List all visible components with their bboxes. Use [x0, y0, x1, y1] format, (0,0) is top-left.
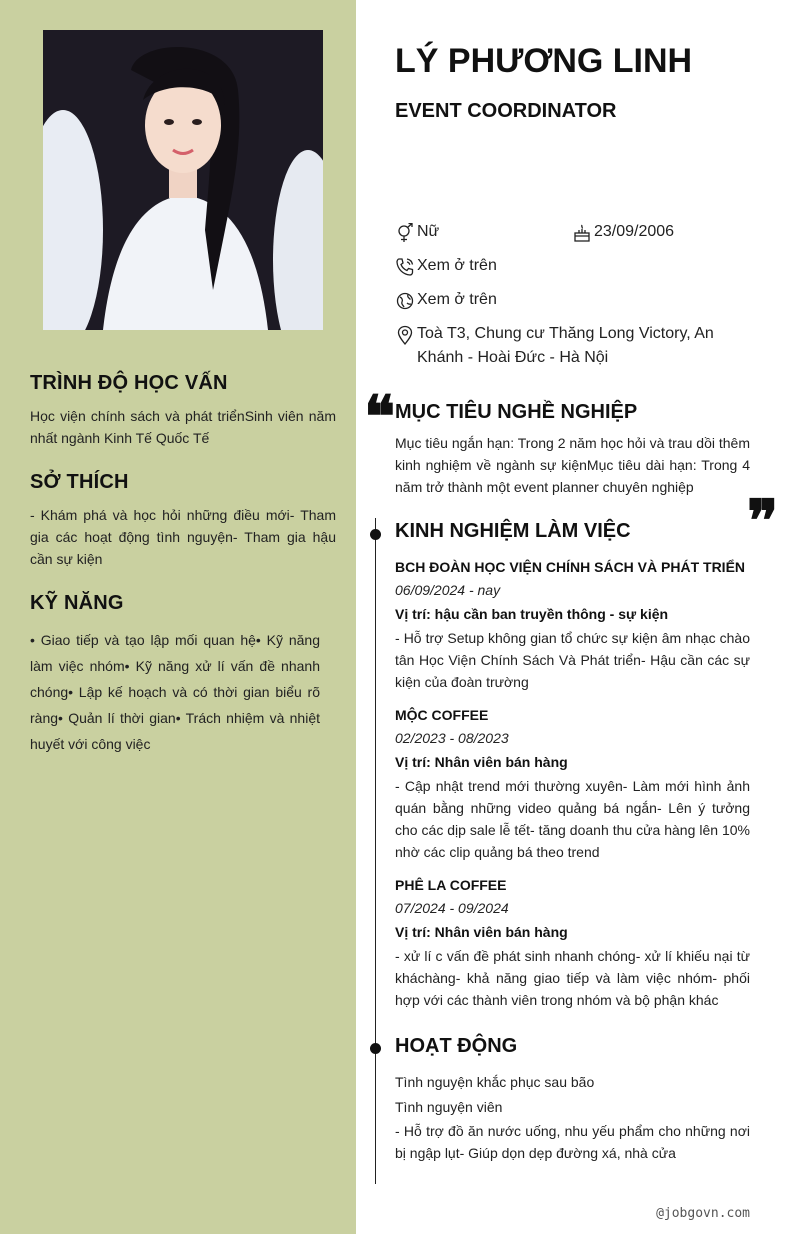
- quote-close-icon: ❞: [747, 492, 779, 532]
- birthday-info: [572, 222, 674, 244]
- objective-title: MỤC TIÊU NGHỀ NGHIỆP: [395, 401, 638, 423]
- phone-value: Xem ở trên: [417, 257, 497, 274]
- job-item: [395, 557, 750, 693]
- cake-icon: [572, 223, 592, 243]
- objective-text: Mục tiêu ngắn hạn: Trong 2 năm học hỏi và trau dồi thêm kinh nghiệm về ngành sự kiệnMục tiêu dài hạn: Trong 4 năm trở thành một event planner chuyên nghiệp: [395, 435, 750, 495]
- gender-icon: [395, 223, 415, 243]
- job-position: Vị trí: hậu cần ban truyền thông - sự kiện: [395, 606, 669, 622]
- job-company: PHÊ LA COFFEE: [395, 877, 507, 893]
- timeline-line: [375, 518, 376, 1184]
- birthday-value: 23/09/2006: [594, 223, 675, 240]
- watermark: @jobgovn.com: [656, 1206, 750, 1221]
- skills-title: KỸ NĂNG: [30, 592, 124, 614]
- candidate-name: LÝ PHƯƠNG LINH: [395, 42, 693, 80]
- job-description: - Hỗ trợ Setup không gian tổ chức sự kiện âm nhạc chào tân Học Viện Chính Sách Và Phát triển- Hậu cần các sự kiện của đoàn trường: [395, 630, 750, 690]
- gender-value: Nữ: [417, 223, 440, 240]
- job-position: Vị trí: Nhân viên bán hàng: [395, 924, 568, 940]
- candidate-role: EVENT COORDINATOR: [395, 100, 617, 122]
- activity-name: Tình nguyện khắc phục sau bão: [395, 1074, 595, 1090]
- address-info: [395, 324, 725, 370]
- job-position: Vị trí: Nhân viên bán hàng: [395, 754, 568, 770]
- hobbies-section: [30, 471, 336, 570]
- education-title: TRÌNH ĐỘ HỌC VẤN: [30, 372, 228, 394]
- activity-description: - Hỗ trợ đồ ăn nước uống, nhu yếu phẩm cho những nơi bị ngập lụt- Giúp dọn dẹp đường xá, nhà cửa: [395, 1123, 750, 1161]
- website-value: Xem ở trên: [417, 291, 497, 308]
- experience-title: KINH NGHIỆM LÀM VIỆC: [395, 520, 631, 542]
- job-company: MỘC COFFEE: [395, 707, 489, 723]
- education-text: Học viện chính sách và phát triểnSinh viên năm nhất ngành Kinh Tế Quốc Tế: [30, 408, 336, 446]
- sidebar: [0, 0, 356, 1234]
- profile-photo: [43, 30, 323, 330]
- job-description: - Cập nhật trend mới thường xuyên- Làm mới hình ảnh quán bằng những video quảng bá ngắn- Lên ý tưởng cho các dịp sale lễ tết- tăng doanh thu cửa hàng lên 10% nhờ các clip quảng bá theo trend: [395, 778, 750, 860]
- hobbies-title: SỞ THÍCH: [30, 471, 129, 493]
- job-company: BCH ĐOÀN HỌC VIỆN CHÍNH SÁCH VÀ PHÁT TRIỂN: [395, 559, 746, 575]
- job-date: 06/09/2024 - nay: [395, 582, 501, 598]
- quote-open-icon: ❝: [364, 388, 396, 428]
- phone-info: [395, 256, 497, 278]
- timeline-dot-activities: [370, 1043, 381, 1054]
- skills-text: • Giao tiếp và tạo lập mối quan hệ• Kỹ năng làm việc nhóm• Kỹ năng xử lí vấn đề nhanh chóng• Lập kế hoạch và có thời gian biểu rõ ràng• Quản lí thời gian• Trách nhiệm và nhiệt huyết với công việc: [30, 632, 320, 752]
- job-description: - xử lí c vấn đề phát sinh nhanh chóng- xử lí khiếu nại từ kháchàng- khả năng giao tiếp và làm việc nhóm- phối hợp với các thành viên trong nhóm và bộ phận khác: [395, 948, 750, 1008]
- job-item: [395, 875, 750, 1011]
- job-date: 02/2023 - 08/2023: [395, 730, 509, 746]
- globe-icon: [395, 291, 415, 311]
- activity-role: Tình nguyện viên: [395, 1099, 503, 1115]
- education-section: [30, 372, 336, 449]
- job-date: 07/2024 - 09/2024: [395, 900, 509, 916]
- timeline-dot-experience: [370, 529, 381, 540]
- address-value: Toà T3, Chung cư Thăng Long Victory, An Khánh - Hoài Đức - Hà Nội: [417, 325, 714, 366]
- skills-section: [30, 592, 336, 757]
- hobbies-text: - Khám phá và học hỏi những điều mới- Tham gia các hoạt động tình nguyện- Tham gia hậu cần sự kiện: [30, 507, 336, 567]
- job-item: [395, 705, 750, 863]
- profile-photo-illustration: [43, 30, 323, 330]
- website-info: [395, 290, 497, 312]
- activities-title: HOẠT ĐỘNG: [395, 1035, 518, 1057]
- phone-icon: [395, 257, 415, 277]
- location-pin-icon: [395, 325, 415, 345]
- gender-info: [395, 222, 439, 244]
